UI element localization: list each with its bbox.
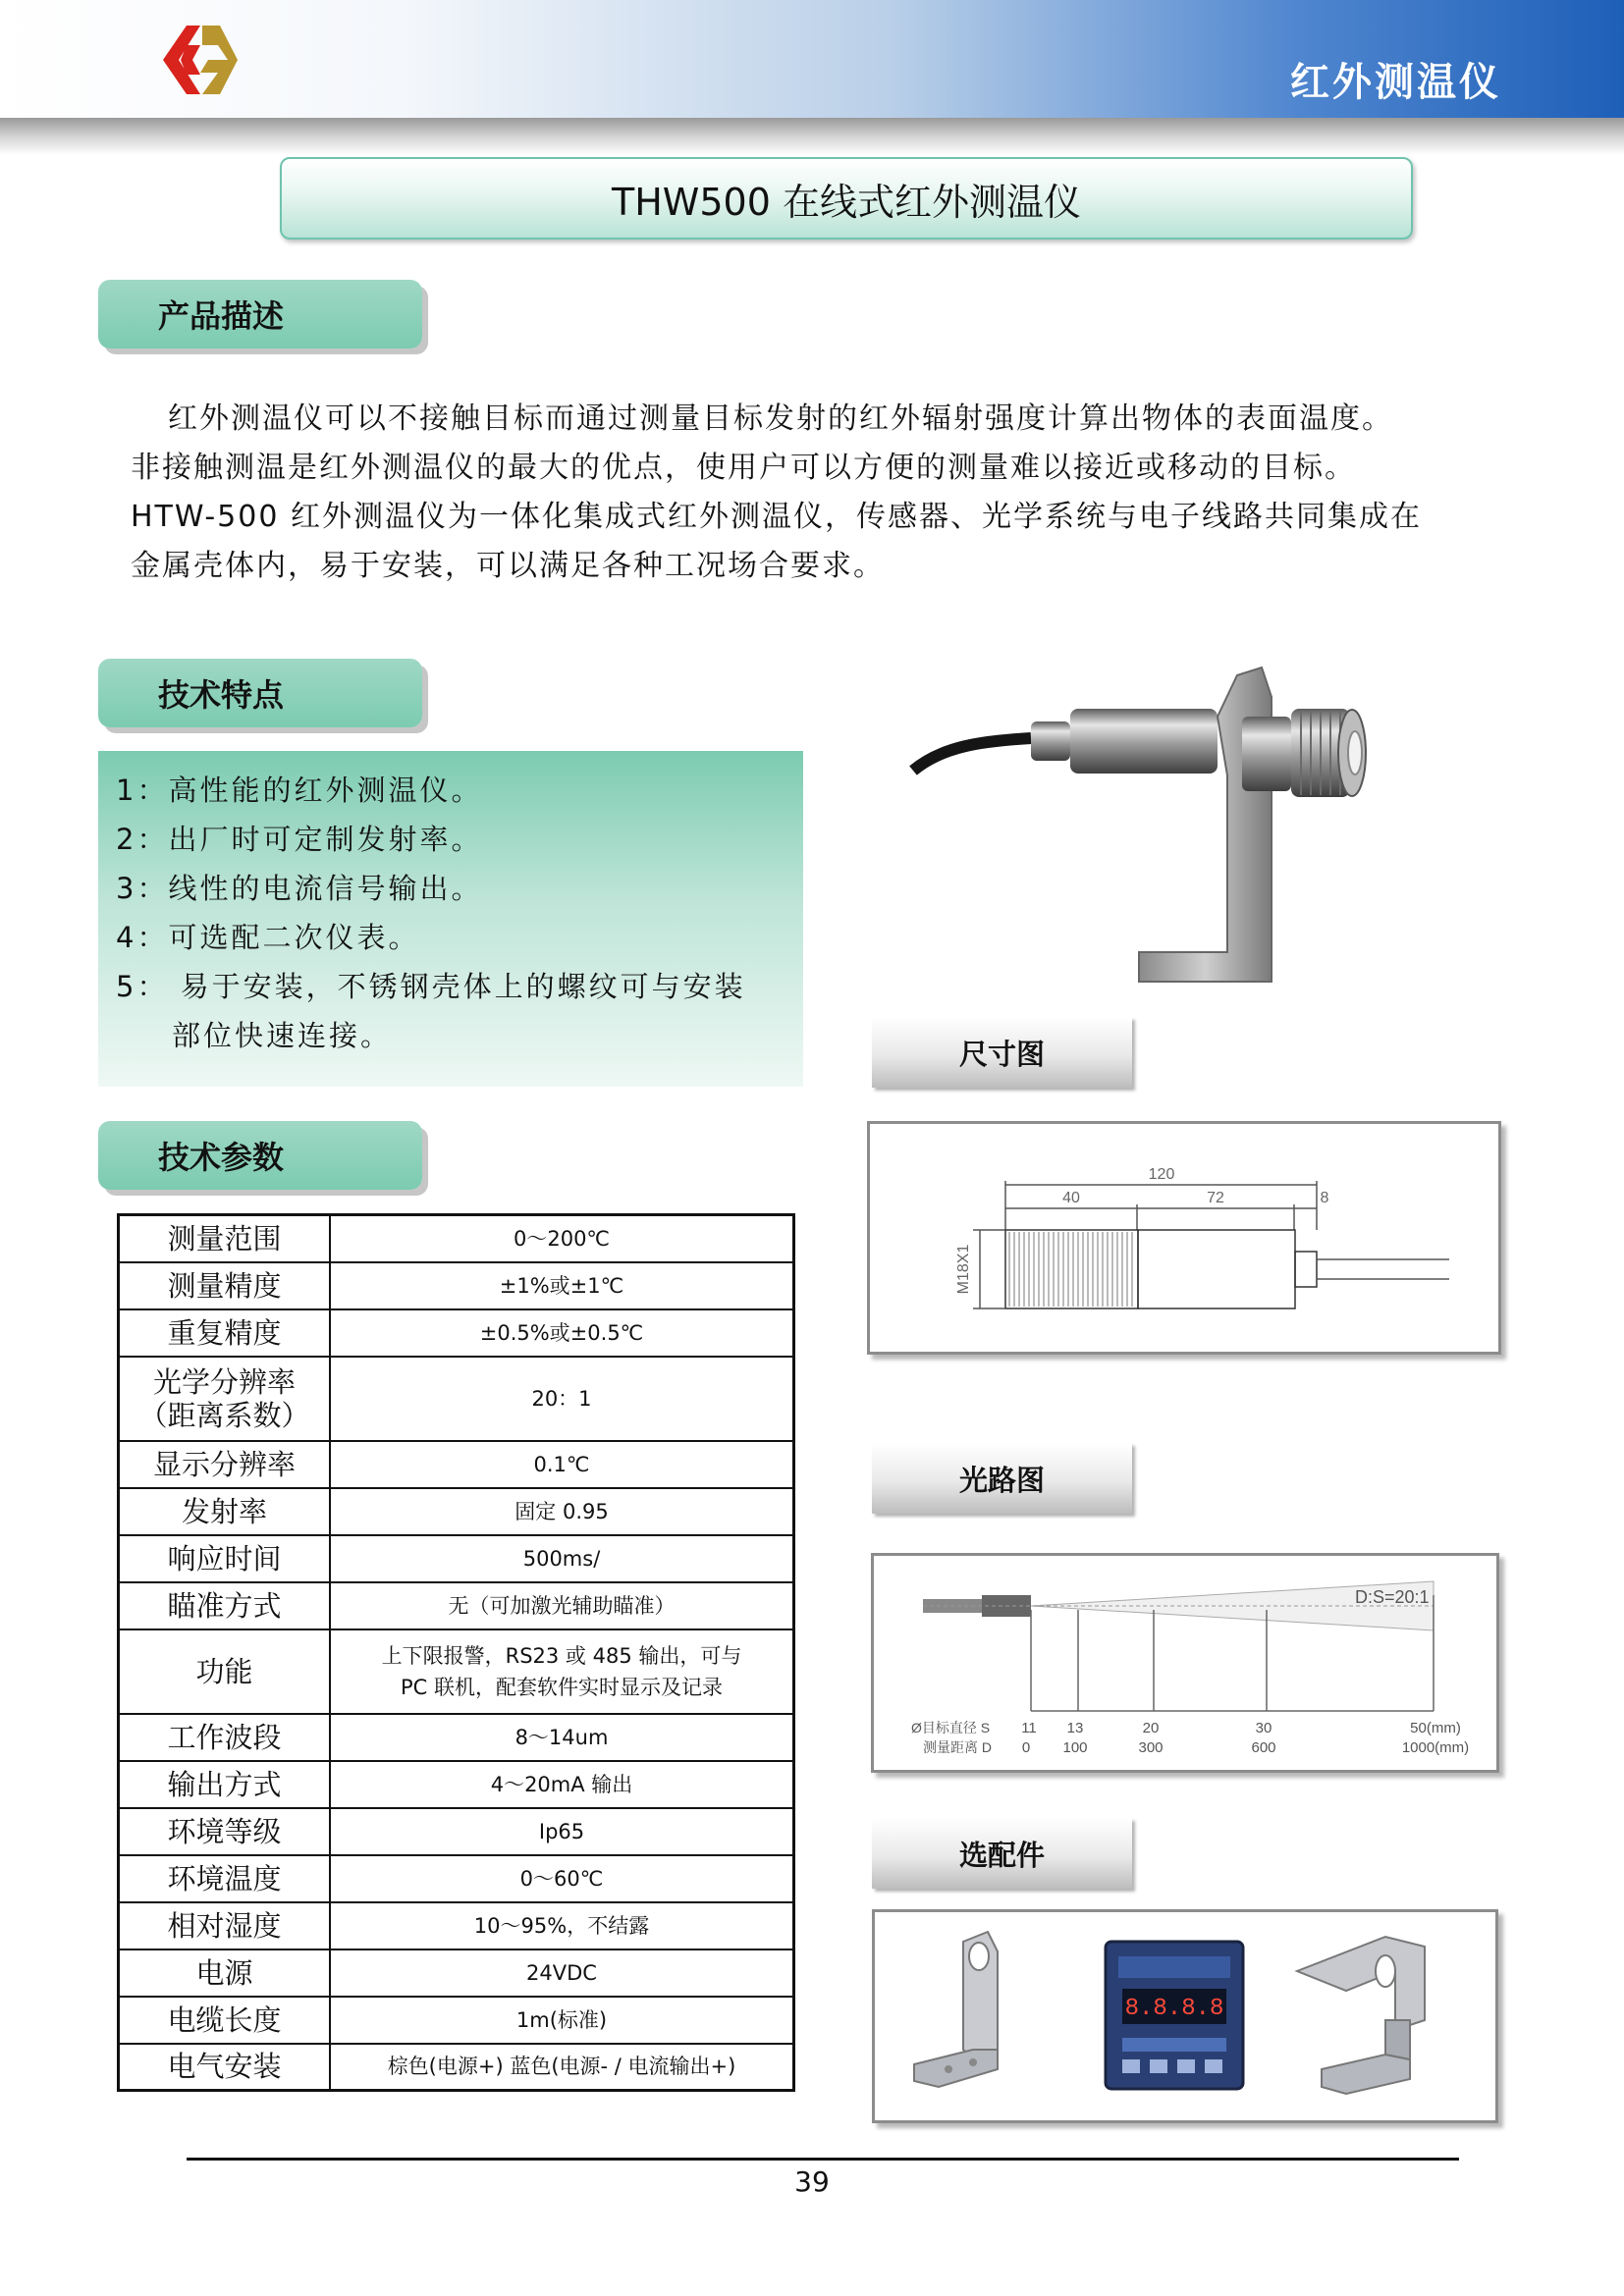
spec-key: 响应时间 xyxy=(119,1535,331,1582)
product-title: THW500 在线式红外测温仪 xyxy=(280,157,1413,240)
spec-value: 0～60℃ xyxy=(330,1855,794,1902)
spec-value: 500ms/ xyxy=(330,1535,794,1582)
spec-value: Ip65 xyxy=(330,1808,794,1855)
spec-value: 固定 0.95 xyxy=(330,1488,794,1535)
spec-key-line: （距离系数） xyxy=(138,1398,310,1432)
spec-value: 24VDC xyxy=(330,1949,794,1997)
spec-key: 相对湿度 xyxy=(119,1902,331,1949)
display-meter-icon xyxy=(1106,1942,1243,2089)
spec-value: 4～20mA 输出 xyxy=(330,1761,794,1808)
meter-digits: 8.8.8.8 xyxy=(1124,1996,1224,2022)
mounting-bracket-icon xyxy=(914,1932,998,2087)
spec-value xyxy=(330,1629,794,1714)
feature-item: 5： 易于安装，不锈钢壳体上的螺纹可与安装 xyxy=(116,970,746,1003)
spec-value: 0～200℃ xyxy=(330,1215,794,1262)
dim-thread: M18X1 xyxy=(955,1244,972,1295)
features-box xyxy=(98,751,803,1087)
product-photo xyxy=(903,658,1492,991)
optical-d-value: 600 xyxy=(1251,1739,1276,1756)
table-row xyxy=(119,1997,794,2044)
table-row xyxy=(119,1488,794,1535)
table-row xyxy=(119,1714,794,1761)
spec-key: 工作波段 xyxy=(119,1714,331,1761)
spec-key: 电气安装 xyxy=(119,2044,331,2091)
optical-s-value: 20 xyxy=(1142,1720,1160,1736)
spec-key-line: 光学分辨率 xyxy=(152,1364,296,1399)
spec-key: 电源 xyxy=(119,1949,331,1997)
spec-key: 测量精度 xyxy=(119,1262,331,1309)
optical-d-value: 300 xyxy=(1138,1739,1164,1756)
page-number: 39 xyxy=(794,2165,830,2198)
section-features-header: 技术特点 xyxy=(98,659,422,727)
spec-value-line: 上下限报警，RS23 或 485 输出，可与 xyxy=(381,1643,742,1668)
accessories-frame xyxy=(872,1909,1498,2123)
spec-value: ±1%或±1℃ xyxy=(330,1262,794,1309)
dimension-drawing xyxy=(870,1124,1498,1352)
description-line: 红外测温仪可以不接触目标而通过测量目标发射的红外辐射强度计算出物体的表面温度。 xyxy=(168,401,1393,436)
optical-row-label: 测量距离 D xyxy=(923,1739,992,1755)
spec-key: 电缆长度 xyxy=(119,1997,331,2044)
optical-label: 光路图 xyxy=(872,1443,1132,1514)
spec-value: 无（可加激光辅助瞄准） xyxy=(330,1582,794,1629)
description-line: HTW-500 红外测温仪为一体化集成式红外测温仪，传感器、光学系统与电子线路共同集成在 xyxy=(131,500,1422,534)
optical-d-value: 100 xyxy=(1062,1739,1088,1756)
spec-value: 0.1℃ xyxy=(330,1441,794,1488)
description-line: 非接触测温是红外测温仪的最大的优点，使用户可以方便的测量难以接近或移动的目标。 xyxy=(131,451,1356,485)
company-logo-icon xyxy=(157,22,242,98)
spec-key: 环境等级 xyxy=(119,1808,331,1855)
feature-item: 4：可选配二次仪表。 xyxy=(116,921,420,954)
spec-key: 环境温度 xyxy=(119,1855,331,1902)
feature-item: 3：线性的电流信号输出。 xyxy=(116,872,483,905)
table-row xyxy=(119,1629,794,1714)
optical-ratio: D:S=20:1 xyxy=(1355,1587,1430,1607)
accessories-image xyxy=(875,1912,1495,2120)
optical-s-value: 50(mm) xyxy=(1410,1720,1461,1736)
optical-s-value: 30 xyxy=(1255,1720,1272,1736)
spec-key: 测量范围 xyxy=(119,1215,331,1262)
table-row xyxy=(119,2044,794,2091)
table-row xyxy=(119,1215,794,1262)
dim-segment-a: 40 xyxy=(1062,1190,1080,1206)
dim-segment-c: 8 xyxy=(1320,1190,1329,1206)
footer-divider xyxy=(187,2158,1459,2161)
optical-d-value: 1000(mm) xyxy=(1401,1739,1470,1756)
table-row xyxy=(119,1808,794,1855)
spec-value: ±0.5%或±0.5℃ xyxy=(330,1309,794,1357)
header-shadow xyxy=(0,118,1624,155)
spec-key: 发射率 xyxy=(119,1488,331,1535)
optical-s-value: 13 xyxy=(1066,1720,1084,1736)
section-description-header: 产品描述 xyxy=(98,280,422,348)
spec-value: 20：1 xyxy=(330,1357,794,1441)
optical-diagram xyxy=(874,1556,1496,1770)
optical-diagram-frame xyxy=(871,1553,1499,1773)
feature-item: 1：高性能的红外测温仪。 xyxy=(116,774,483,807)
table-row xyxy=(119,1855,794,1902)
spec-value: 1m(标准) xyxy=(330,1997,794,2044)
spec-key xyxy=(119,1357,331,1441)
table-row xyxy=(119,1535,794,1582)
dimension-label: 尺寸图 xyxy=(872,1017,1132,1088)
spec-key: 功能 xyxy=(119,1629,331,1714)
table-row xyxy=(119,1949,794,1997)
optical-d-value: 0 xyxy=(1021,1739,1031,1756)
table-row xyxy=(119,1902,794,1949)
spec-table xyxy=(117,1213,795,2092)
table-row xyxy=(119,1441,794,1488)
description-text xyxy=(131,395,1495,591)
optical-s-value: 11 xyxy=(1021,1720,1037,1736)
spec-key: 显示分辨率 xyxy=(119,1441,331,1488)
table-row xyxy=(119,1582,794,1629)
dim-segment-b: 72 xyxy=(1207,1190,1224,1206)
feature-item: 部位快速连接。 xyxy=(172,1019,393,1052)
table-row xyxy=(119,1309,794,1357)
table-row xyxy=(119,1357,794,1441)
table-row xyxy=(119,1761,794,1808)
spec-value: 8～14um xyxy=(330,1714,794,1761)
dim-total: 120 xyxy=(1148,1166,1175,1183)
spec-key: 重复精度 xyxy=(119,1309,331,1357)
spec-key: 瞄准方式 xyxy=(119,1582,331,1629)
spec-value: 棕色(电源+) 蓝色(电源- / 电流输出+) xyxy=(330,2044,794,2091)
section-parameters-header: 技术参数 xyxy=(98,1121,422,1190)
accessories-label: 选配件 xyxy=(872,1818,1132,1889)
description-line: 金属壳体内，易于安装，可以满足各种工况场合要求。 xyxy=(131,549,885,583)
header-title: 红外测温仪 xyxy=(1290,60,1501,105)
feature-item: 2：出厂时可定制发射率。 xyxy=(116,823,483,856)
table-row xyxy=(119,1262,794,1309)
angle-bracket-icon xyxy=(1297,1937,1425,2094)
spec-key: 输出方式 xyxy=(119,1761,331,1808)
dimension-drawing-frame xyxy=(867,1121,1501,1355)
optical-row-label: Ø目标直径 S xyxy=(911,1720,991,1735)
spec-value: 10～95%，不结露 xyxy=(330,1902,794,1949)
spec-value-line: PC 联机，配套软件实时显示及记录 xyxy=(400,1675,723,1699)
